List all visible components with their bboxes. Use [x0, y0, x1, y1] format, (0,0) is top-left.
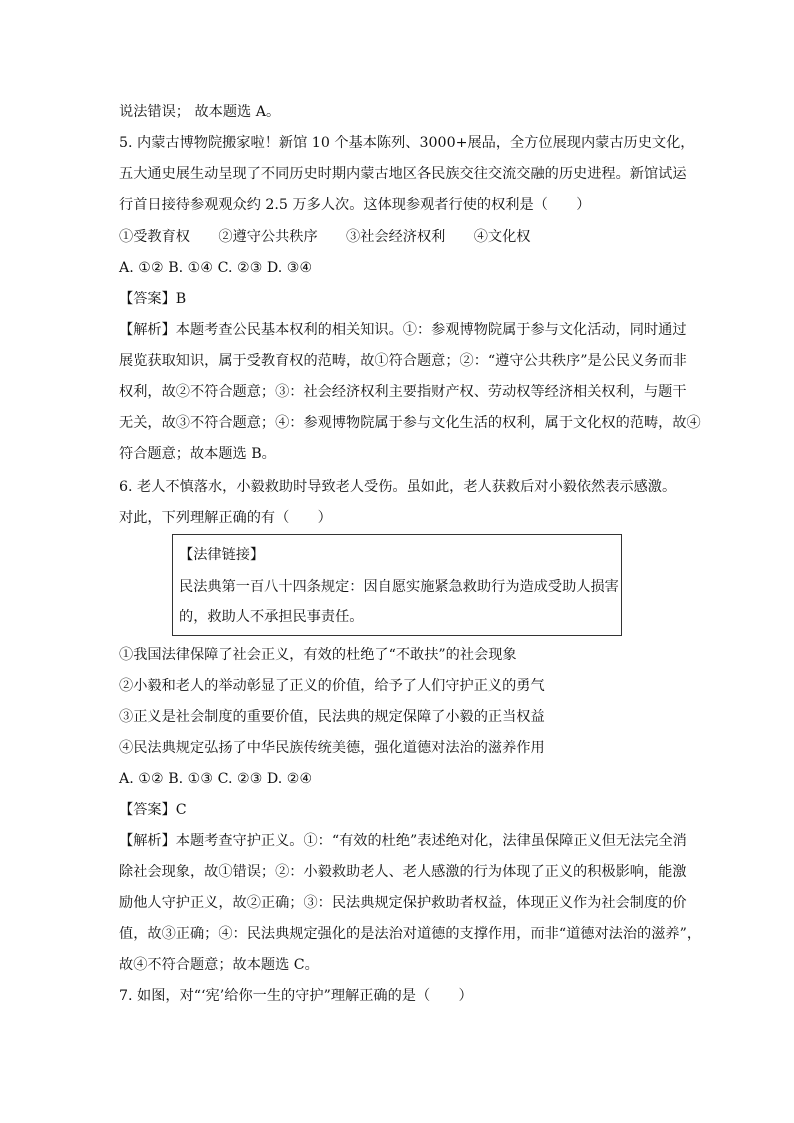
text-line: 对此，下列理解正确的有（ ）	[119, 510, 332, 526]
text-line: 故④不符合题意；故本题选 C。	[119, 957, 319, 973]
question-5-items: ①受教育权 ②遵守公共秩序 ③社会经济权利 ④文化权	[119, 229, 531, 245]
question-6-item: ④民法典规定弘扬了中华民族传统美德，强化道德对法治的滋养作用	[119, 740, 545, 756]
legal-link-box	[172, 534, 622, 636]
question-5-analysis: 【解析】本题考查公民基本权利的相关知识。①：参观博物院属于参与文化活动，同时通过	[119, 322, 687, 338]
question-5-options: A. ①② B. ①④ C. ②③ D. ③④	[119, 260, 313, 276]
text-line: 除社会现象，故①错误；②：小毅救助老人、老人感激的行为体现了正义的积极影响，能激	[119, 864, 687, 880]
question-6-answer: 【答案】C	[119, 802, 187, 818]
text-line: 说法错误； 故本题选 A。	[119, 104, 281, 120]
text-line: 权利，故②不符合题意；③：社会经济权利主要指财产权、劳动权等经济相关权利，与题干	[119, 384, 687, 400]
text-line: 展览获取知识，属于受教育权的范畴，故①符合题意；②：“遵守公共秩序”是公民义务而非	[119, 353, 687, 369]
question-5-answer: 【答案】B	[119, 291, 187, 307]
question-6-item: ③正义是社会制度的重要价值，民法典的规定保障了小毅的正当权益	[119, 709, 545, 725]
text-line: 无关，故③不符合题意；④：参观博物院属于参与文化生活的权利，属于文化权的范畴，故④	[119, 415, 701, 431]
question-7-stem: 7. 如图，对“‘宪’给你一生的守护”理解正确的是（ ）	[119, 988, 473, 1004]
text-line: 五大通史展生动呈现了不同历史时期内蒙古地区各民族交往交流交融的历史进程。新馆试运	[119, 166, 687, 182]
text-line: 符合题意；故本题选 B。	[119, 446, 276, 462]
question-6-item: ②小毅和老人的举动彰显了正义的价值，给予了人们守护正义的勇气	[119, 678, 545, 694]
question-6-item: ①我国法律保障了社会正义，有效的杜绝了“不敢扶”的社会现象	[119, 647, 517, 663]
legal-link-text: 民法典第一百八十四条规定：因自愿实施紧急救助行为造成受助人损害	[179, 579, 619, 595]
legal-link-title: 【法律链接】	[179, 547, 265, 563]
text-line: 励他人守护正义，故②正确；③：民法典规定保护救助者权益，体现正义作为社会制度的价	[119, 895, 687, 911]
text-line: 行首日接待参观观众约 2.5 万多人次。这体现参观者行使的权利是（ ）	[119, 197, 591, 213]
question-6-stem: 6. 老人不慎落水，小毅救助时导致老人受伤。虽如此，老人获救后对小毅依然表示感激。	[119, 479, 677, 495]
question-6-analysis: 【解析】本题考查守护正义。①：“有效的杜绝”表述绝对化，法律虽保障正义但无法完全消	[119, 833, 687, 849]
legal-link-text: 的，救助人不承担民事责任。	[179, 609, 364, 625]
question-6-options: A. ①② B. ①③ C. ②③ D. ②④	[119, 771, 313, 787]
question-5-stem: 5. 内蒙古博物院搬家啦！新馆 10 个基本陈列、3000+展品，全方位展现内蒙古历史文化，	[119, 135, 695, 151]
text-line: 值，故③正确；④：民法典规定强化的是法治对道德的支撑作用，而非“道德对法治的滋养”，	[119, 926, 702, 942]
